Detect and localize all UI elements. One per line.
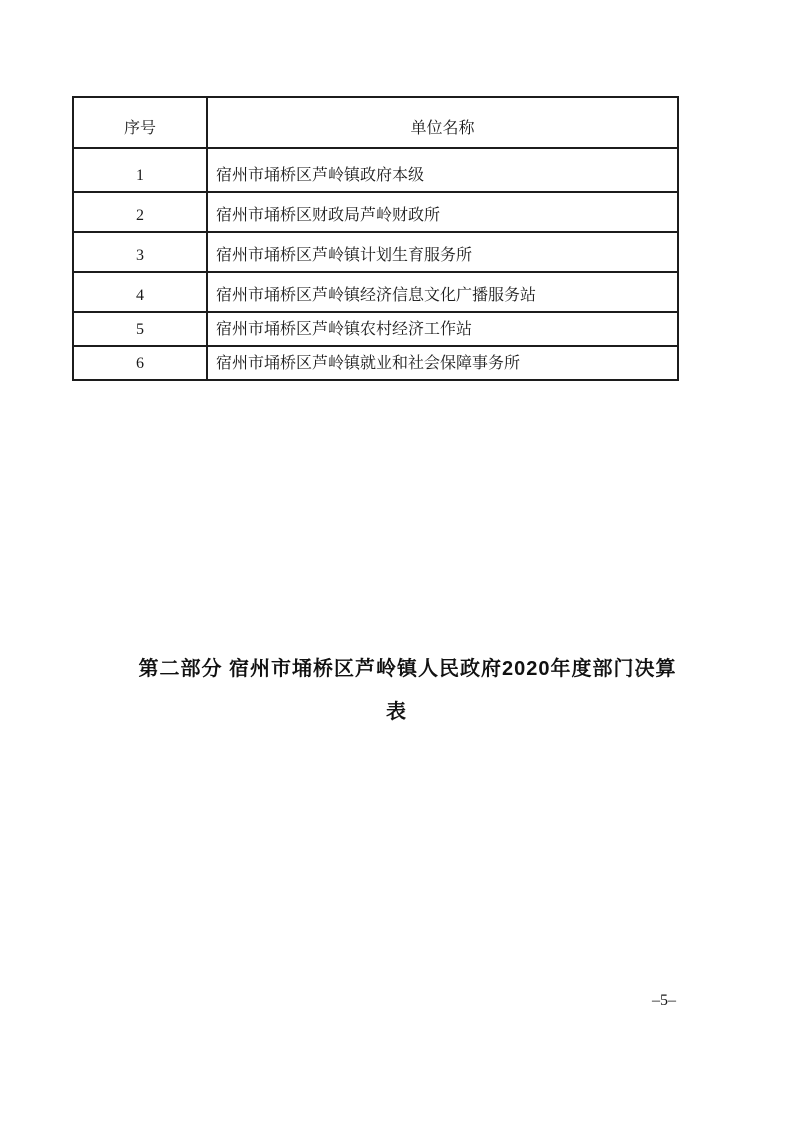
serial-number-cell: 3	[73, 232, 207, 272]
page-number: –5–	[652, 992, 676, 1009]
column-header-serial-number: 序号	[73, 97, 207, 148]
unit-name-cell: 宿州市埇桥区芦岭镇农村经济工作站	[207, 312, 678, 346]
unit-name-cell: 宿州市埇桥区芦岭镇政府本级	[207, 148, 678, 192]
table-row	[73, 312, 678, 346]
table-row	[73, 232, 678, 272]
section-title	[0, 648, 793, 734]
serial-number-cell: 2	[73, 192, 207, 232]
unit-name-cell: 宿州市埇桥区芦岭镇经济信息文化广播服务站	[207, 272, 678, 312]
unit-name-cell: 宿州市埇桥区财政局芦岭财政所	[207, 192, 678, 232]
column-header-unit-name: 单位名称	[207, 97, 678, 148]
table-row	[73, 346, 678, 380]
unit-name-cell: 宿州市埇桥区芦岭镇计划生育服务所	[207, 232, 678, 272]
table-header-row	[73, 97, 678, 148]
table-row	[73, 148, 678, 192]
serial-number-cell: 4	[73, 272, 207, 312]
unit-name-cell: 宿州市埇桥区芦岭镇就业和社会保障事务所	[207, 346, 678, 380]
serial-number-cell: 6	[73, 346, 207, 380]
table-row	[73, 272, 678, 312]
unit-list-table	[72, 96, 679, 381]
serial-number-cell: 1	[73, 148, 207, 192]
serial-number-cell: 5	[73, 312, 207, 346]
section-title-line-2: 表	[386, 701, 407, 723]
table-row	[73, 192, 678, 232]
section-title-line-1: 第二部分 宿州市埇桥区芦岭镇人民政府2020年度部门决算	[138, 658, 677, 680]
